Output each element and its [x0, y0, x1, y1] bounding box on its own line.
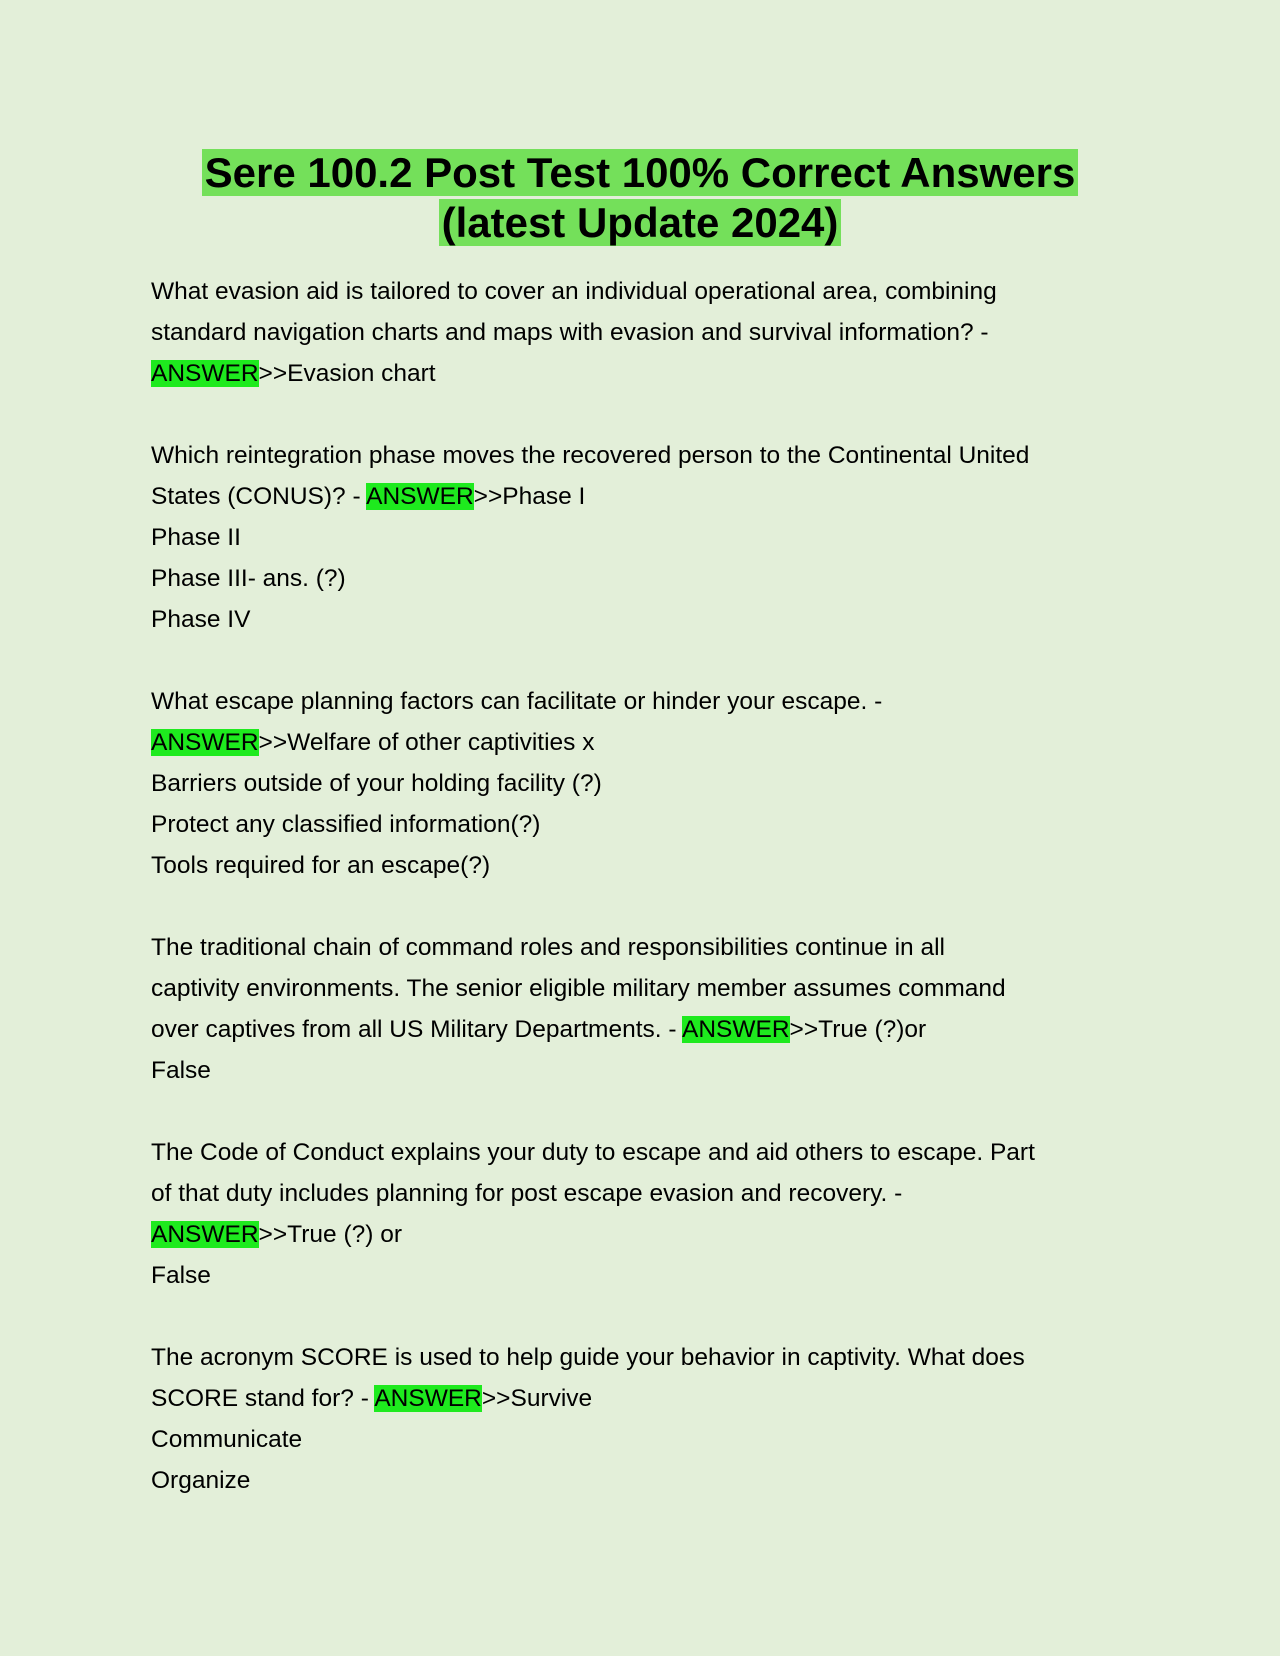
qa-line: Barriers outside of your holding facility (?) — [151, 770, 602, 797]
qa-item — [151, 435, 1151, 640]
qa-item — [151, 1132, 1151, 1296]
qa-item — [151, 927, 1151, 1091]
qa-line: The Code of Conduct explains your duty to escape and aid others to escape. Part — [151, 1139, 1035, 1166]
qa-line: False — [151, 1262, 211, 1289]
answer-marker: ANSWER — [151, 1221, 259, 1248]
title-line-1: Sere 100.2 Post Test 100% Correct Answers — [202, 149, 1079, 196]
answer-text: Welfare of other captivities x — [287, 729, 595, 756]
qa-item — [151, 681, 1151, 886]
qa-line — [151, 1009, 1151, 1050]
answer-marker: ANSWER — [374, 1385, 482, 1412]
answer-arrow: >> — [258, 729, 288, 756]
qa-line: False — [151, 1057, 211, 1084]
qa-line: What escape planning factors can facilitate or hinder your escape. - — [151, 688, 883, 715]
answer-arrow: >> — [789, 1016, 819, 1043]
qa-line: Phase IV — [151, 606, 251, 633]
qa-line — [151, 1214, 1151, 1255]
qa-item — [151, 1337, 1151, 1501]
qa-line: captivity environments. The senior eligible military member assumes command — [151, 975, 1006, 1002]
question-text: over captives from all US Military Departments. - — [151, 1016, 682, 1043]
answer-marker: ANSWER — [151, 729, 259, 756]
qa-line — [151, 722, 1151, 763]
answer-marker: ANSWER — [682, 1016, 790, 1043]
question-text: SCORE stand for? - — [151, 1385, 375, 1412]
qa-line: The traditional chain of command roles and responsibilities continue in all — [151, 934, 945, 961]
qa-line — [151, 476, 1151, 517]
answer-text: Evasion chart — [287, 360, 436, 387]
qa-line: of that duty includes planning for post escape evasion and recovery. - — [151, 1180, 903, 1207]
qa-line: Protect any classified information(?) — [151, 811, 541, 838]
title-line-2: (latest Update 2024) — [439, 199, 842, 246]
qa-line: Phase II — [151, 524, 241, 551]
answer-marker: ANSWER — [151, 360, 259, 387]
answer-text: True (?) or — [287, 1221, 402, 1248]
qa-line: standard navigation charts and maps with evasion and survival information? - — [151, 319, 989, 346]
qa-line: The acronym SCORE is used to help guide your behavior in captivity. What does — [151, 1344, 1025, 1371]
qa-line: Communicate — [151, 1426, 303, 1453]
answer-text: True (?)or — [818, 1016, 927, 1043]
qa-line: Phase III- ans. (?) — [151, 565, 346, 592]
qa-item — [151, 271, 1151, 394]
answer-marker: ANSWER — [366, 483, 474, 510]
answer-arrow: >> — [258, 1221, 288, 1248]
answer-arrow: >> — [258, 360, 288, 387]
answer-arrow: >> — [473, 483, 503, 510]
qa-line: Tools required for an escape(?) — [151, 852, 491, 879]
page-title — [0, 148, 1280, 248]
qa-line — [151, 353, 1151, 394]
answer-arrow: >> — [481, 1385, 511, 1412]
qa-line: Organize — [151, 1467, 251, 1494]
qa-list — [151, 271, 1151, 1542]
answer-text: Phase I — [502, 483, 586, 510]
qa-line: Which reintegration phase moves the recovered person to the Continental United — [151, 442, 1030, 469]
question-text: States (CONUS)? - — [151, 483, 367, 510]
answer-text: Survive — [510, 1385, 593, 1412]
qa-line: What evasion aid is tailored to cover an individual operational area, combining — [151, 278, 997, 305]
qa-line — [151, 1378, 1151, 1419]
